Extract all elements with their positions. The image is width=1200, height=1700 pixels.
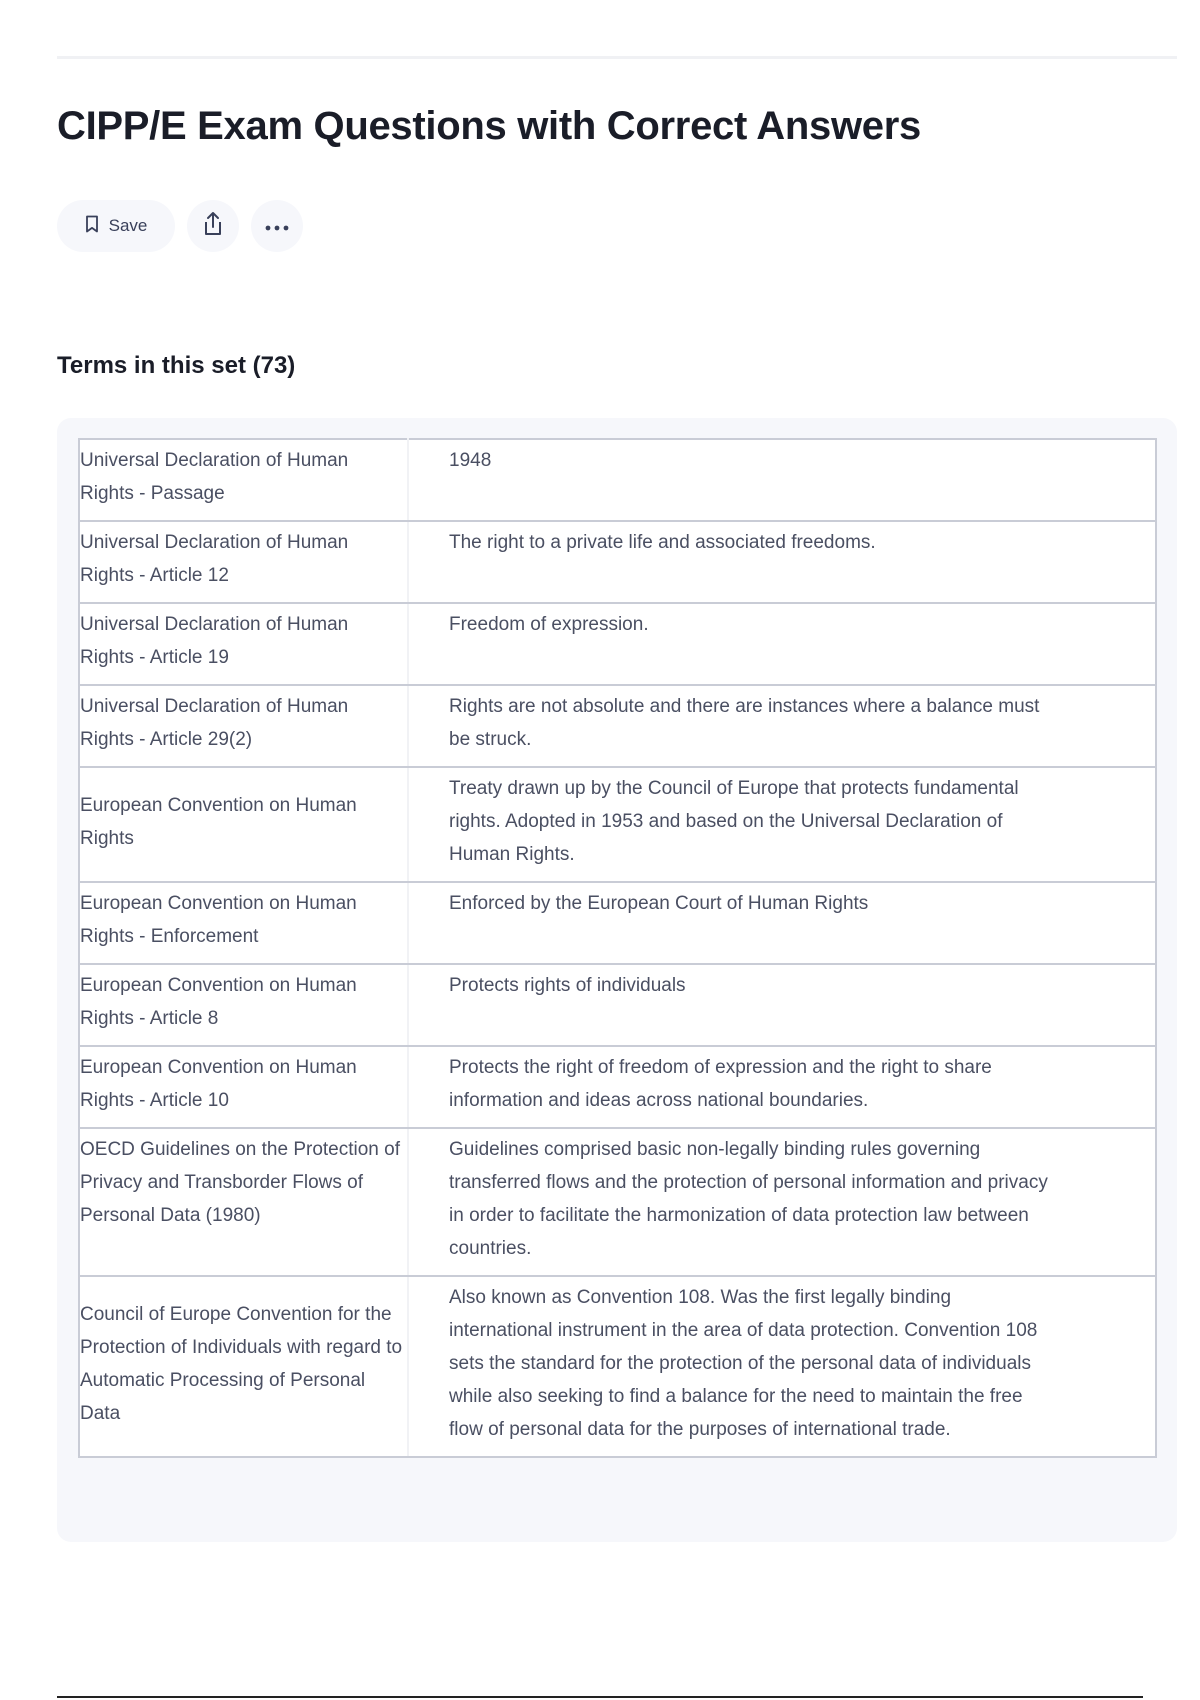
save-button[interactable] — [57, 200, 175, 252]
definition-cell: Protects rights of individuals — [408, 964, 1156, 1046]
table-row — [79, 767, 1156, 882]
save-label: Save — [108, 216, 148, 235]
share-button[interactable] — [187, 200, 239, 252]
table-row — [79, 1276, 1156, 1457]
definition-cell: Rights are not absolute and there are instances where a balance must be struck. — [408, 685, 1156, 767]
table-row — [79, 685, 1156, 767]
definition-cell: Treaty drawn up by the Council of Europe that protects fundamental rights. Adopted in 1953 and based on the Universal Declaration of Human Rights. — [408, 767, 1156, 882]
more-horizontal-icon — [265, 216, 289, 236]
term-cell: European Convention on Human Rights - Article 10 — [79, 1046, 408, 1128]
definition-cell: Enforced by the European Court of Human Rights — [408, 882, 1156, 964]
definition-cell: The right to a private life and associated freedoms. — [408, 521, 1156, 603]
top-divider — [57, 56, 1177, 59]
more-options-button[interactable] — [251, 200, 303, 252]
table-row — [79, 603, 1156, 685]
share-icon — [202, 211, 224, 242]
definition-cell: Freedom of expression. — [408, 603, 1156, 685]
bottom-divider — [57, 1696, 1143, 1698]
term-cell: European Convention on Human Rights - Article 8 — [79, 964, 408, 1046]
table-row — [79, 964, 1156, 1046]
definition-cell: 1948 — [408, 439, 1156, 521]
term-cell: Universal Declaration of Human Rights - Article 29(2) — [79, 685, 408, 767]
terms-table — [78, 438, 1157, 1458]
term-cell: European Convention on Human Rights — [79, 767, 408, 882]
definition-cell: Guidelines comprised basic non-legally binding rules governing transferred flows and the protection of personal information and privacy in order to facilitate the harmonization of data protection law between countries. — [408, 1128, 1156, 1276]
definition-cell: Protects the right of freedom of expression and the right to share information and ideas across national boundaries. — [408, 1046, 1156, 1128]
term-cell: OECD Guidelines on the Protection of Privacy and Transborder Flows of Personal Data (1980) — [79, 1128, 408, 1276]
table-row — [79, 882, 1156, 964]
bookmark-icon — [85, 215, 99, 238]
table-row — [79, 1128, 1156, 1276]
term-cell: Council of Europe Convention for the Protection of Individuals with regard to Automatic Processing of Personal Data — [79, 1276, 408, 1457]
term-cell: Universal Declaration of Human Rights - Article 12 — [79, 521, 408, 603]
table-row — [79, 521, 1156, 603]
action-bar — [57, 200, 303, 252]
term-cell: European Convention on Human Rights - Enforcement — [79, 882, 408, 964]
term-cell: Universal Declaration of Human Rights - Article 19 — [79, 603, 408, 685]
terms-count-heading: Terms in this set (73) — [57, 352, 296, 379]
term-cell: Universal Declaration of Human Rights - Passage — [79, 439, 408, 521]
definition-cell: Also known as Convention 108. Was the first legally binding international instrument in the area of data protection. Convention 108 sets the standard for the protection of the personal data of individuals while also seeking to find a balance for the need to maintain the free flow of personal data for the purposes of international trade. — [408, 1276, 1156, 1457]
page-title: CIPP/E Exam Questions with Correct Answers — [57, 104, 921, 148]
table-row — [79, 439, 1156, 521]
table-row — [79, 1046, 1156, 1128]
